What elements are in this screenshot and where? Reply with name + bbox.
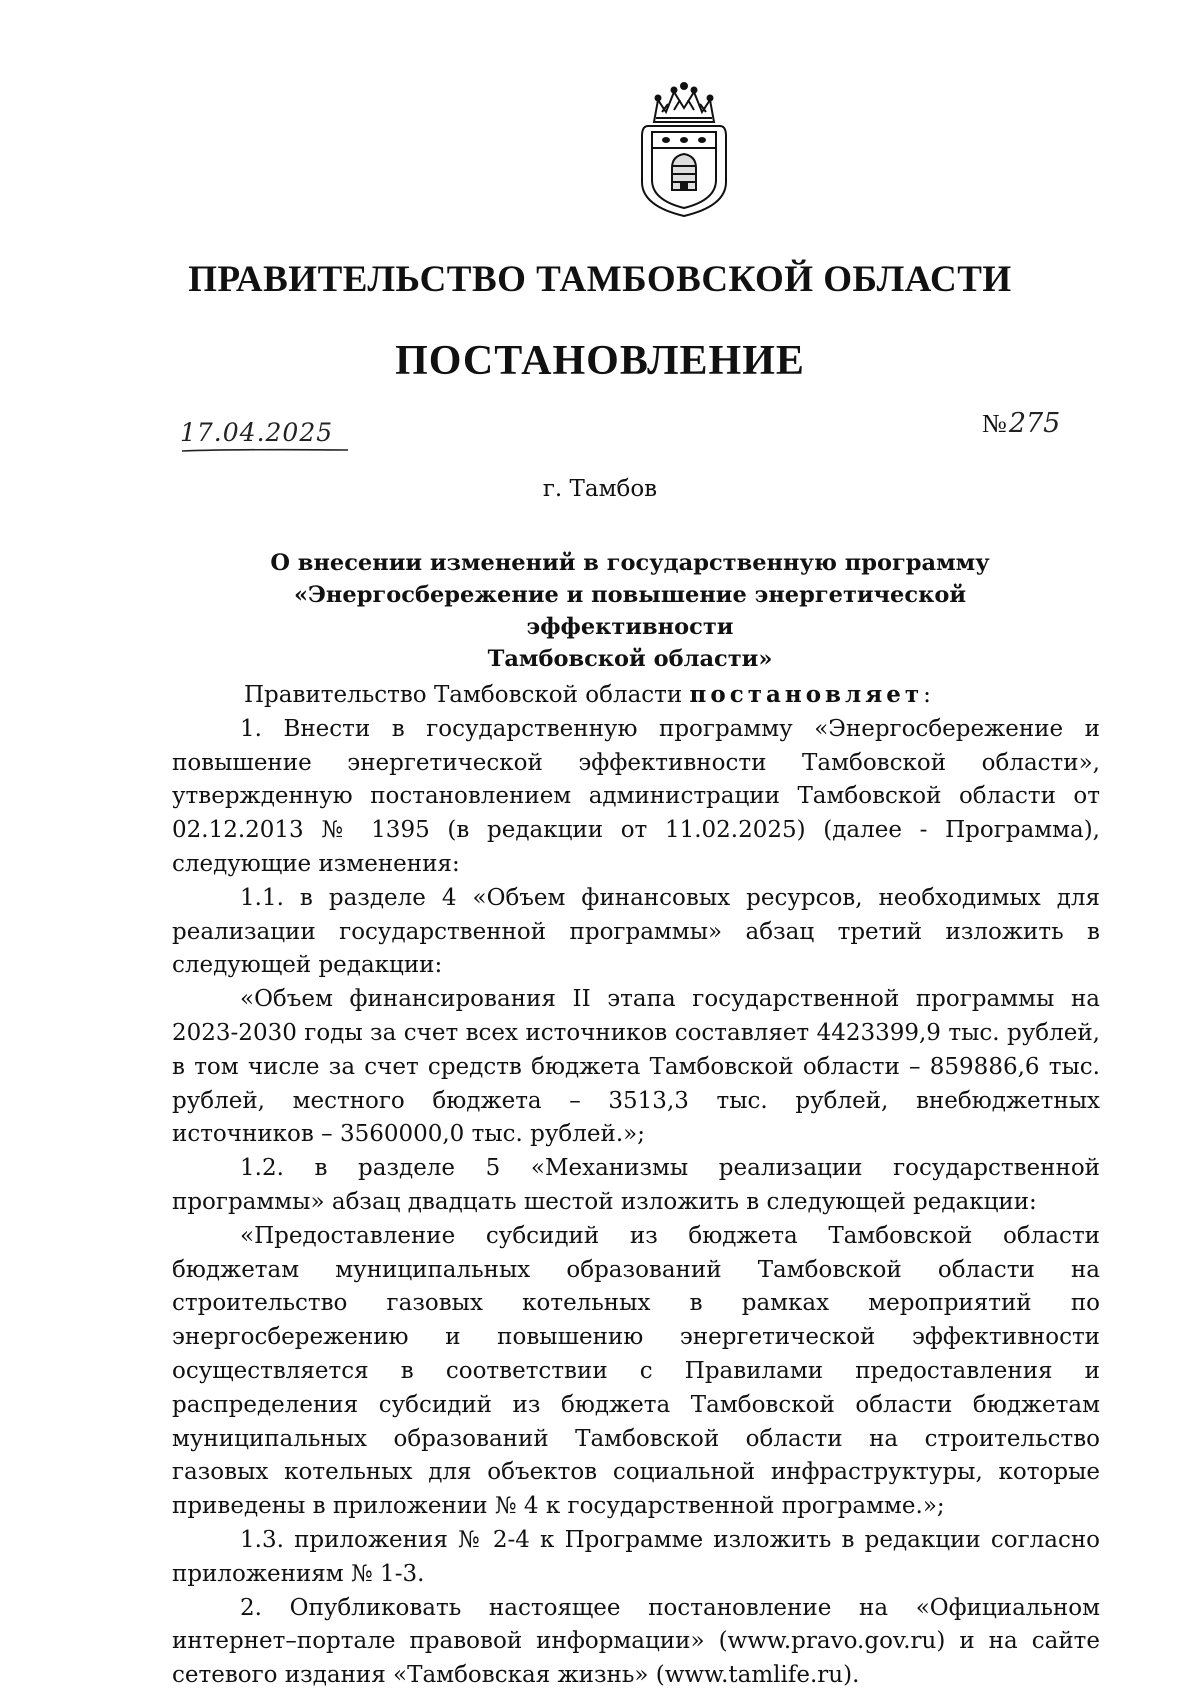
- paragraph-1-2: 1.2. в разделе 5 «Механизмы реализации государственной программы» абзац двадцать шестой изложить в следующей редакции:: [172, 1155, 1100, 1215]
- title-line: О внесении изменений в государственную программу: [270, 550, 990, 576]
- handwritten-date: 17.04.2025: [180, 418, 334, 447]
- paragraph-1-2-quote: «Предоставление субсидий из бюджета Тамбовской области бюджетам муниципальных образований Тамбовской области на строительство газовых котельных в рамках мероприятий по энергосбережению и повышению энергетической эффективности осуществляется в соответствии с Правилами предоставления и распределения субсидий из бюджета Тамбовской области бюджетам муниципальных образований Тамбовской области на строительство газовых котельных для объектов социальной инфраструктуры, которые приведены в приложении № 4 к государственной программе.»;: [172, 1222, 1100, 1520]
- intro-prefix: Правительство Тамбовской области: [244, 682, 690, 708]
- document-date: [180, 418, 350, 454]
- intro-paragraph: [172, 678, 1100, 713]
- document-body: [172, 678, 1100, 1693]
- document-number: [982, 408, 1060, 439]
- intro-suffix: :: [923, 682, 931, 708]
- paragraph-2: 2. Опубликовать настоящее постановление на «Официальном интернет–портале правовой информации» (www.pravo.gov.ru) и на сайте сетевого издания «Тамбовская жизнь» (www.tamlife.ru).: [172, 1594, 1100, 1689]
- paragraph-1: 1. Внести в государственную программу «Энергосбережение и повышение энергетической эффективности Тамбовской области», утвержденную постановлением администрации Тамбовской области от 02.12.2013 № 1395 (в редакции от 11.02.2025) (далее - Программа), следующие изменения:: [172, 715, 1100, 877]
- city-line: г. Тамбов: [542, 476, 658, 502]
- number-label: №: [982, 409, 1007, 438]
- date-underline: [180, 448, 350, 454]
- title-line: Тамбовской области»: [487, 646, 773, 672]
- paragraph-1-1-quote: «Объем финансирования II этапа государственной программы на 2023-2030 годы за счет всех источников составляет 4423399,9 тыс. рублей, в том числе за счет средств бюджета Тамбовской области – 859886,6 тыс. рублей, местного бюджета – 3513,3 тыс. рублей, внебюджетных источников – 3560000,0 тыс. рублей.»;: [172, 986, 1100, 1148]
- handwritten-number: 275: [1008, 408, 1061, 439]
- organization-title: ПРАВИТЕЛЬСТВО ТАМБОВСКОЙ ОБЛАСТИ: [188, 259, 1012, 300]
- document-type: ПОСТАНОВЛЕНИЕ: [395, 338, 805, 384]
- intro-verb: постановляет: [689, 681, 924, 708]
- tambov-coat-of-arms-icon: [628, 82, 740, 220]
- document-title: [200, 547, 1060, 675]
- paragraph-1-1: 1.1. в разделе 4 «Объем финансовых ресурсов, необходимых для реализации государственной программы» абзац третий изложить в следующей редакции:: [172, 884, 1100, 979]
- paragraph-1-3: 1.3. приложения № 2-4 к Программе изложить в редакции согласно приложениям № 1-3.: [172, 1526, 1100, 1587]
- title-line: «Энергосбережение и повышение энергетической эффективности: [293, 582, 967, 640]
